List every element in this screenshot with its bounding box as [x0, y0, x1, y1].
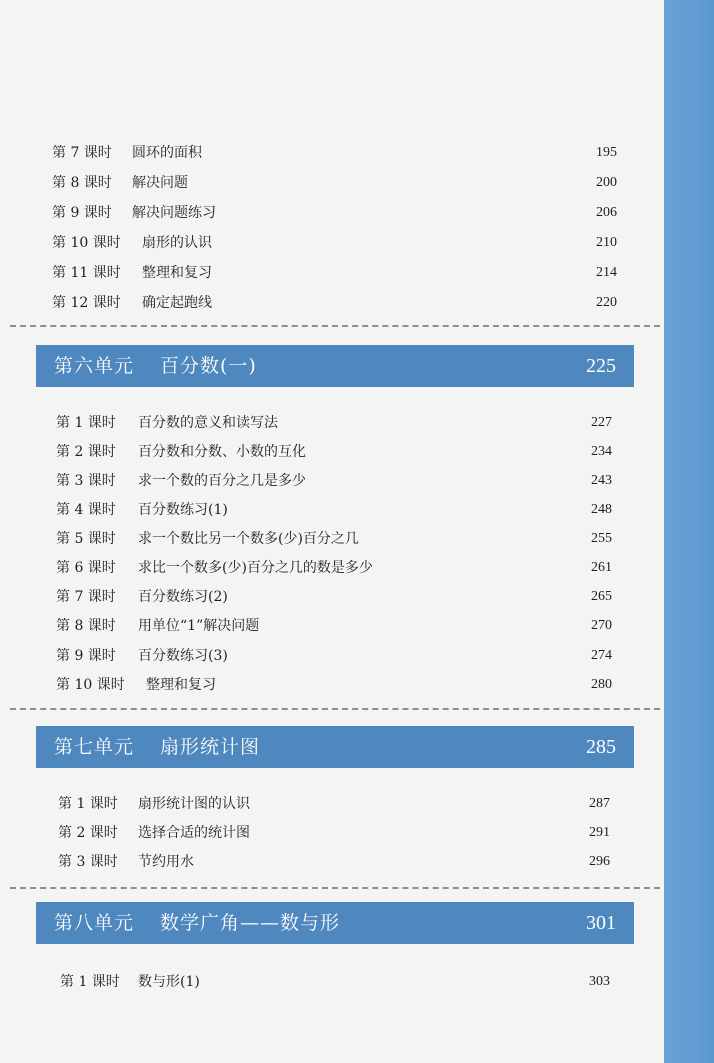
unit-label: 第七单元	[54, 736, 135, 758]
lesson-title: 解决问题	[132, 175, 188, 191]
page-number: 195	[596, 145, 617, 160]
toc-entry[interactable]	[56, 673, 612, 697]
unit-page-number: 225	[586, 355, 616, 377]
lesson-number: 第 2 课时	[58, 825, 118, 841]
lesson-number: 第 10 课时	[52, 235, 121, 251]
lesson-title: 求一个数的百分之几是多少	[138, 473, 306, 489]
lesson-title: 求比一个数多(少)百分之几的数是多少	[138, 560, 373, 576]
lesson-title: 百分数练习(3)	[138, 648, 228, 664]
lesson-number: 第 5 课时	[56, 531, 116, 547]
toc-entry[interactable]	[56, 469, 612, 493]
lesson-number: 第 1 课时	[56, 415, 116, 431]
unit-header-6[interactable]	[36, 345, 634, 387]
toc-entry[interactable]	[56, 498, 612, 522]
lesson-number: 第 11 课时	[52, 265, 121, 281]
unit-title: 百分数(一)	[160, 355, 257, 377]
unit-page-number: 301	[586, 912, 616, 934]
lesson-title: 解决问题练习	[132, 205, 216, 221]
lesson-title: 圆环的面积	[132, 145, 202, 161]
page-number: 214	[596, 265, 617, 280]
toc-entry[interactable]	[52, 231, 617, 255]
page-number: 270	[591, 618, 612, 633]
lesson-title: 确定起跑线	[142, 295, 212, 311]
lesson-title: 百分数和分数、小数的互化	[138, 444, 306, 460]
page-number: 287	[589, 796, 610, 811]
lesson-number: 第 9 课时	[52, 205, 112, 221]
toc-entry[interactable]	[56, 556, 612, 580]
toc-entry[interactable]	[58, 821, 610, 845]
lesson-number: 第 3 课时	[56, 473, 116, 489]
lesson-title: 整理和复习	[142, 265, 212, 281]
lesson-title: 数与形(1)	[138, 974, 200, 990]
page-number: 265	[591, 589, 612, 604]
unit-label: 第六单元	[54, 355, 135, 377]
toc-entry[interactable]	[52, 261, 617, 285]
lesson-title: 百分数练习(1)	[138, 502, 228, 518]
page-number: 248	[591, 502, 612, 517]
toc-entry[interactable]	[58, 850, 610, 874]
lesson-number: 第 6 课时	[56, 560, 116, 576]
page-number: 206	[596, 205, 617, 220]
lesson-number: 第 8 课时	[56, 618, 116, 634]
unit-header-7[interactable]	[36, 726, 634, 768]
unit-label: 第八单元	[54, 912, 135, 934]
page-number: 291	[589, 825, 610, 840]
blue-edge-band	[664, 0, 714, 1063]
lesson-title: 扇形统计图的认识	[138, 796, 250, 812]
dashed-divider	[10, 325, 660, 327]
lesson-title: 选择合适的统计图	[138, 825, 250, 841]
page-number: 227	[591, 415, 612, 430]
page-number: 234	[591, 444, 612, 459]
toc-entry[interactable]	[56, 527, 612, 551]
lesson-number: 第 8 课时	[52, 175, 112, 191]
lesson-number: 第 10 课时	[56, 677, 125, 693]
page-number: 220	[596, 295, 617, 310]
lesson-number: 第 1 课时	[60, 974, 120, 990]
page-number: 280	[591, 677, 612, 692]
unit-title: 数学广角——数与形	[160, 912, 341, 934]
dashed-divider	[10, 708, 660, 710]
lesson-number: 第 3 课时	[58, 854, 118, 870]
lesson-number: 第 4 课时	[56, 502, 116, 518]
toc-entry[interactable]	[52, 141, 617, 165]
lesson-number: 第 9 课时	[56, 648, 116, 664]
toc-entry[interactable]	[52, 291, 617, 315]
page-number: 210	[596, 235, 617, 250]
toc-entry[interactable]	[52, 171, 617, 195]
page-number: 303	[589, 974, 610, 989]
lesson-number: 第 2 课时	[56, 444, 116, 460]
unit-header-8[interactable]	[36, 902, 634, 944]
lesson-title: 百分数的意义和读写法	[138, 415, 278, 431]
lesson-number: 第 12 课时	[52, 295, 121, 311]
toc-entry[interactable]	[56, 411, 612, 435]
lesson-title: 求一个数比另一个数多(少)百分之几	[138, 531, 359, 547]
page-number: 255	[591, 531, 612, 546]
page-number: 200	[596, 175, 617, 190]
lesson-title: 节约用水	[138, 854, 194, 870]
lesson-title: 用单位“1”解决问题	[138, 618, 260, 634]
toc-entry[interactable]	[56, 614, 612, 638]
page-number: 274	[591, 648, 612, 663]
toc-entry[interactable]	[58, 792, 610, 816]
page-number: 261	[591, 560, 612, 575]
lesson-title: 整理和复习	[146, 677, 216, 693]
toc-entry[interactable]	[52, 201, 617, 225]
toc-entry[interactable]	[56, 440, 612, 464]
toc-entry[interactable]	[60, 970, 610, 994]
page-number: 296	[589, 854, 610, 869]
toc-entry[interactable]	[56, 585, 612, 609]
lesson-title: 扇形的认识	[142, 235, 212, 251]
dashed-divider	[10, 887, 660, 889]
unit-title: 扇形统计图	[160, 736, 261, 758]
lesson-number: 第 7 课时	[56, 589, 116, 605]
unit-page-number: 285	[586, 736, 616, 758]
lesson-title: 百分数练习(2)	[138, 589, 228, 605]
toc-entry[interactable]	[56, 644, 612, 668]
lesson-number: 第 7 课时	[52, 145, 112, 161]
page-number: 243	[591, 473, 612, 488]
lesson-number: 第 1 课时	[58, 796, 118, 812]
